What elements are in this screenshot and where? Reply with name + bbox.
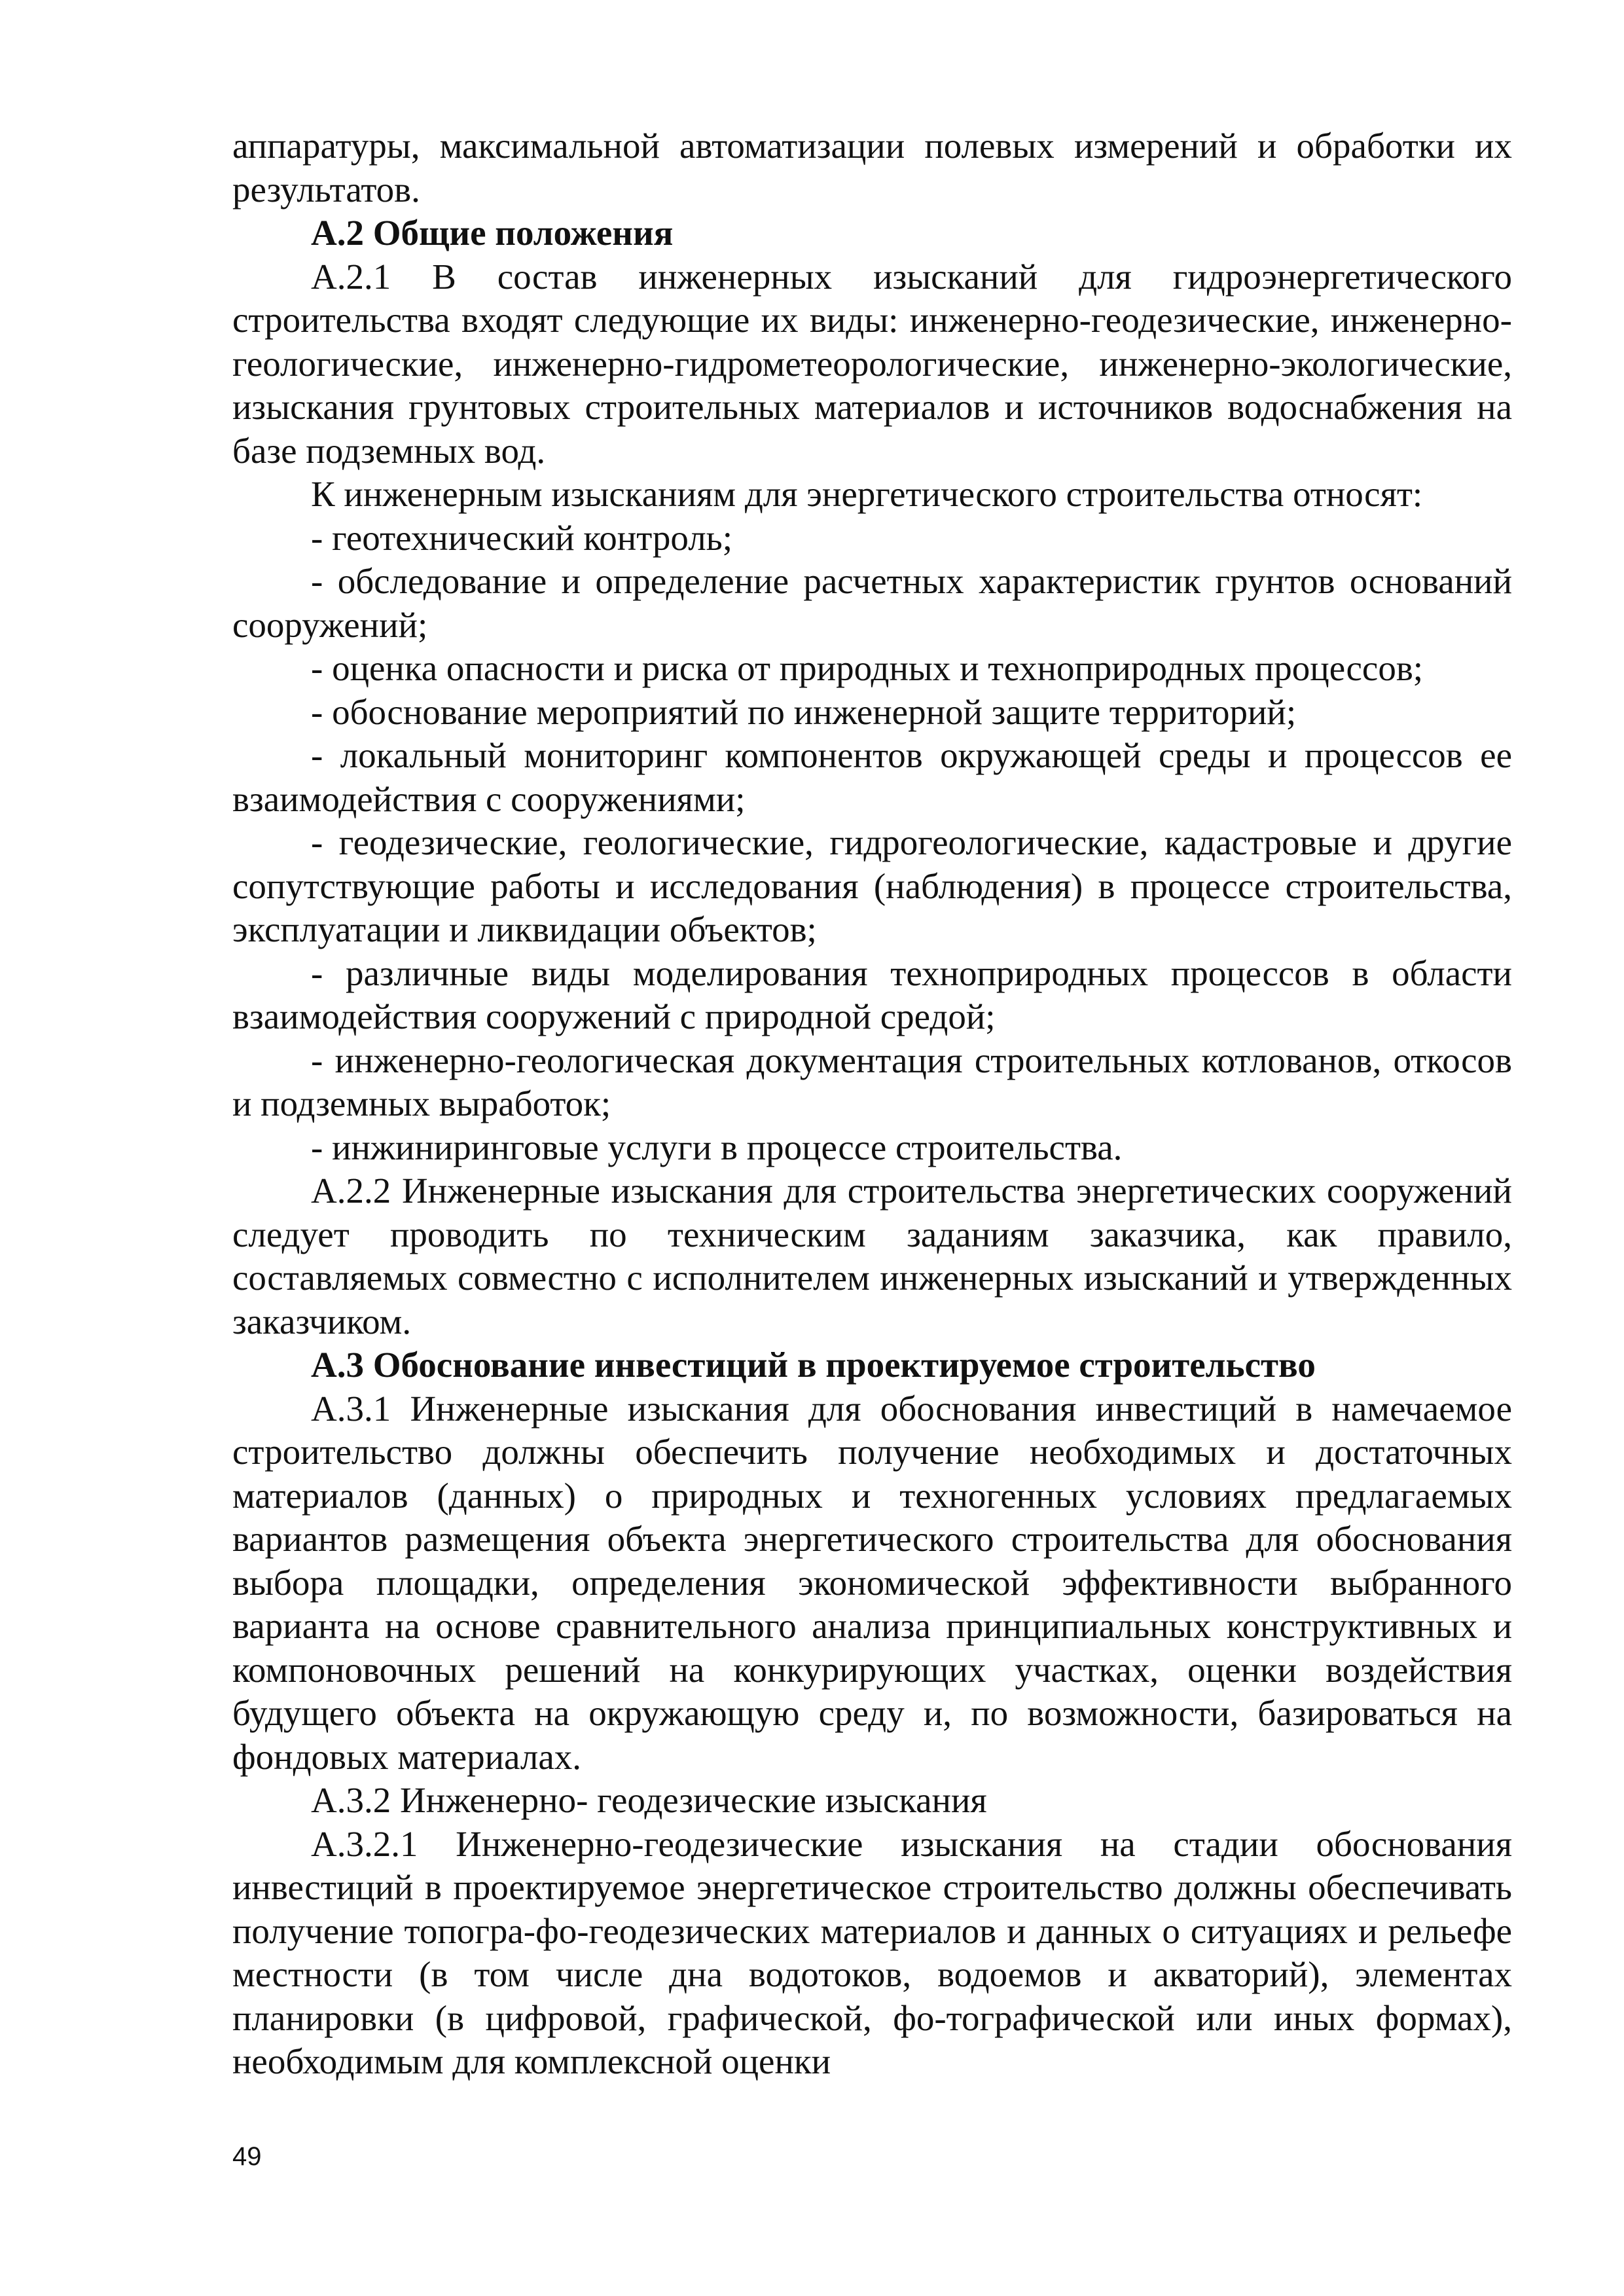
list-item: - различные виды моделирования технoприродных процессов в области взаимодействия сооружений с природной средой; [232,953,1512,1036]
list-item: - геотехнический контроль; [311,517,733,558]
list-item: - инженерно-геологическая документация строительных котлованов, откосов и подземных выработок; [232,1040,1512,1123]
list-item: - локальный мониторинг компонентов окружающей среды и процессов ее взаимодействия с сооружениями; [232,735,1512,819]
paragraph-continuation: аппаратуры, максимальной автоматизации полевых измерений и обработки их результатов. [232,126,1512,210]
paragraph-a3-1: А.3.1 Инженерные изыскания для обоснования инвестиций в намечаемое строительство должны обеспечить получение необходимых и достаточных материалов (данных) о природных и техногенных условиях предлагаемых вариантов размещения объекта энергетического строительства для обоснования выбора площадки, определения экономической эффективности выбранного варианта на основе сравнительного анализа принципиальных конструктивных и компоновочных решений на конкурирующих участках, оценки воздействия будущего объекта на окружающую среду и, по возможности, базироваться на фондовых материалах. [232,1388,1512,1777]
list-item: - обследование и определение расчетных характеристик грунтов оснований сооружений; [232,561,1512,645]
list-item: - обоснование мероприятий по инженерной защите территорий; [311,691,1297,732]
list-item: - оценка опасности и риска от природных и технoприродных процессов; [311,648,1424,688]
subsection-heading-a3-2: А.3.2 Инженерно- геодезические изыскания [311,1780,987,1820]
paragraph-a2-2: А.2.2 Инженерные изыскания для строительства энергетических сооружений следует проводить по техническим заданиям заказчика, как правило, составляемых совместно с исполнителем инженерных изысканий и утвержденных заказчиком. [232,1171,1512,1341]
paragraph-intro: К инженерным изысканиям для энергетического строительства относят: [311,474,1423,514]
paragraph-a3-2-1: А.3.2.1 Инженерно-геодезические изыскания на стадии обоснования инвестиций в проектируемое энергетическое строительство должны обеспечивать получение топогра-фо-геодезических материалов и данных о ситуациях и рельефе местности (в том числе дна водотоков, водоемов и акваторий), элементах планировки (в цифровой, графической, фо-тографической или иных формах), необходимым для комплексной оценки [232,1823,1512,2081]
list-item: - инжиниринговые услуги в процессе строительства. [311,1127,1123,1167]
list-item: - геодезические, геологические, гидрогеологические, кадастровые и другие сопутствующие работы и исследования (наблюдения) в процессе строительства, эксплуатации и ликвидации объектов; [232,822,1512,949]
section-heading-a3: А.3 Обоснование инвестиций в проектируемое строительство [311,1345,1316,1385]
page-number: 49 [232,2142,262,2171]
document-page [232,124,1512,2084]
section-heading-a2: А.2 Общие положения [311,213,674,253]
paragraph-a2-1: А.2.1 В состав инженерных изысканий для гидроэнергетического строительства входят следующие их виды: инженерно-геодезические, инженерно-геологические, инженерно-гидрометеорологические, инженерно-экологические, изыскания грунтовых строительных материалов и источников водоснабжения на базе подземных вод. [232,256,1512,471]
